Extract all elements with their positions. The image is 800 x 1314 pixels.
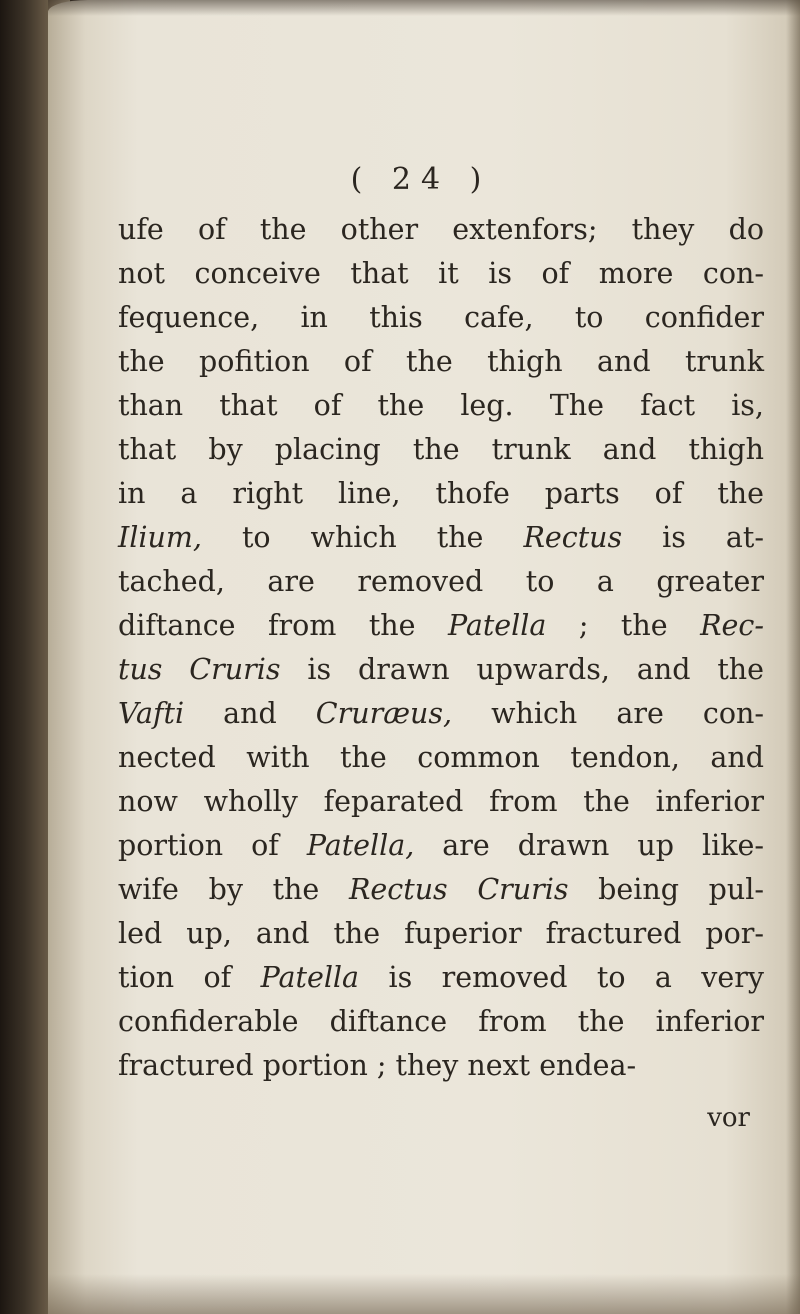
text-segment: being pul- [568,873,765,906]
text-line [118,428,764,472]
text-segment: is drawn upwards, and the [280,653,764,686]
text-line [118,252,764,296]
text-segment: ; the [546,609,701,642]
page-text [118,158,764,1140]
text-line [118,340,764,384]
text-segment: nected with the common tendon, and [118,741,764,774]
italic-term: Rectus [523,521,623,554]
text-line [118,912,764,956]
page-number-header: ( 24 ) [350,162,492,197]
body-text [118,208,764,1088]
text-segment: which are con- [452,697,764,730]
page-top-shadow [48,0,800,16]
italic-term: Cruræus, [315,697,453,730]
page-bottom-edge [48,1274,800,1314]
text-line [118,692,764,736]
italic-term: Patella, [306,829,415,862]
text-segment: diftance from the [118,609,448,642]
text-line [118,296,764,340]
text-segment: now wholly feparated from the inferior [118,785,764,818]
italic-term: tus Cruris [118,653,281,686]
text-line [118,780,764,824]
text-line [118,648,764,692]
text-segment: ufe of the other extenfors; they do [118,213,764,246]
text-line [118,1000,764,1044]
text-segment: than that of the leg. The fact is, [118,389,764,422]
text-segment: not conceive that it is of more con- [118,257,764,290]
page-right-edge [786,0,800,1314]
italic-term: Rec- [700,609,764,642]
catchword: vor [707,1103,750,1133]
text-line [118,560,764,604]
text-line [118,384,764,428]
text-segment: in a right line, thofe parts of the [118,477,764,510]
text-segment: wife by the [118,873,349,906]
text-segment: fequence, in this cafe, to confider [118,301,764,334]
text-segment: tion of [118,961,261,994]
text-line [118,736,764,780]
text-line [118,472,764,516]
text-segment: to which the [201,521,524,554]
text-segment: portion of [118,829,307,862]
italic-term: Patella [447,609,547,642]
text-segment: confiderable diftance from the inferior [118,1005,764,1038]
text-line [118,604,764,648]
italic-term: Vafti [118,697,185,730]
text-line [118,516,764,560]
text-segment: is at- [622,521,764,554]
text-segment: and [184,697,316,730]
italic-term: Ilium, [118,521,202,554]
text-segment: the pofition of the thigh and trunk [118,345,764,378]
text-segment: fractured portion ; they next endea- [118,1049,637,1082]
text-segment: led up, and the fuperior fractured por- [118,917,764,950]
text-segment: are drawn up like- [414,829,764,862]
italic-term: Rectus Cruris [348,873,569,906]
italic-term: Patella [260,961,360,994]
text-line [118,868,764,912]
text-line [118,824,764,868]
text-segment: that by placing the trunk and thigh [118,433,764,466]
text-line [118,208,764,252]
text-line [118,956,764,1000]
text-segment: tached, are removed to a greater [118,565,764,598]
text-segment: is removed to a very [359,961,764,994]
text-line [118,1044,764,1088]
